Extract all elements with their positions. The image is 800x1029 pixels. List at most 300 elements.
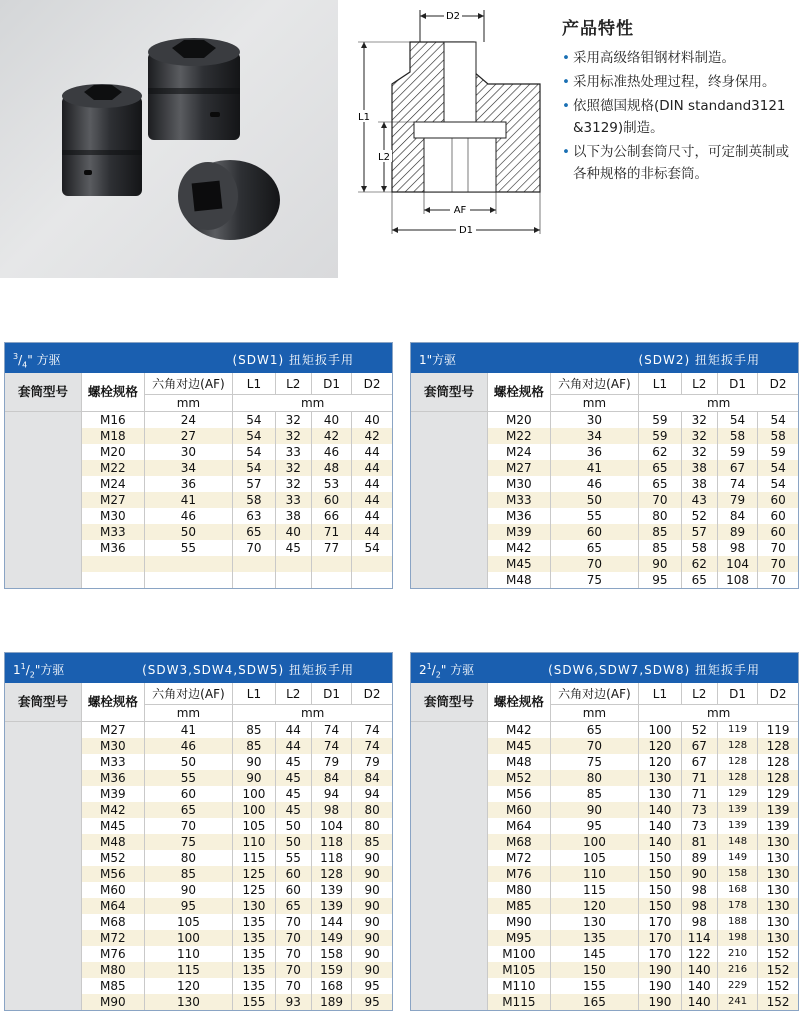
cell: 70 (550, 738, 639, 754)
cell: M64 (488, 818, 550, 834)
cell: 93 (275, 994, 311, 1010)
cell: 24 (144, 412, 233, 429)
cell: 44 (352, 492, 392, 508)
cell-model (5, 722, 82, 739)
cell: 90 (352, 962, 392, 978)
unit-af: mm (550, 705, 639, 722)
table-row (5, 994, 392, 1010)
cell: 155 (550, 978, 639, 994)
cell: M45 (488, 738, 550, 754)
cell: 44 (352, 524, 392, 540)
cell: 54 (233, 428, 275, 444)
cell: 45 (275, 802, 311, 818)
cell-model (5, 866, 82, 882)
col-bolt: 螺栓规格 (488, 373, 550, 412)
cell-model (5, 786, 82, 802)
product-photo (0, 0, 338, 278)
table-row (411, 994, 798, 1010)
cell: 44 (352, 460, 392, 476)
drive-size-label (419, 351, 456, 368)
cell: 70 (275, 946, 311, 962)
cell: 60 (758, 524, 798, 540)
cell: M30 (82, 508, 144, 524)
cell: 43 (681, 492, 717, 508)
table-row (5, 444, 392, 460)
cell: 84 (352, 770, 392, 786)
table-row (411, 802, 798, 818)
cell: 149 (717, 850, 757, 866)
table-row (5, 556, 392, 572)
cell: 98 (717, 540, 757, 556)
col-l2: L2 (681, 683, 717, 705)
cell: 104 (717, 556, 757, 572)
cell: 140 (681, 994, 717, 1010)
cell: 130 (233, 898, 275, 914)
cell: 32 (275, 412, 311, 429)
cell: M20 (82, 444, 144, 460)
cell (82, 556, 144, 572)
cell: 85 (144, 866, 233, 882)
cell: 115 (144, 962, 233, 978)
cell: 152 (758, 962, 798, 978)
cell: 122 (681, 946, 717, 962)
cell-model (5, 962, 82, 978)
cell: 41 (144, 722, 233, 739)
feature-item: • 采用高级络钼钢材料制造。 (562, 47, 798, 69)
drive-whole: 1 (13, 663, 21, 677)
cell: 46 (144, 738, 233, 754)
spec-table (410, 652, 799, 1011)
col-d1: D1 (717, 373, 757, 395)
cell-model (5, 946, 82, 962)
cell: 128 (717, 770, 757, 786)
table-row (411, 476, 798, 492)
table-header-bar (5, 653, 392, 683)
header-row (411, 373, 798, 395)
cell: 170 (639, 914, 681, 930)
cell-model (411, 738, 488, 754)
col-l2: L2 (681, 373, 717, 395)
cell: 46 (311, 444, 351, 460)
table-row (5, 930, 392, 946)
cell-model (411, 930, 488, 946)
cell: 75 (144, 834, 233, 850)
cell: 90 (352, 882, 392, 898)
col-d1: D1 (311, 683, 351, 705)
cell: 125 (233, 866, 275, 882)
cell: 59 (639, 428, 681, 444)
cell-model (411, 786, 488, 802)
cell: 44 (352, 444, 392, 460)
table-row (5, 866, 392, 882)
spec-table (4, 342, 393, 589)
cell-model (5, 428, 82, 444)
cell (352, 556, 392, 572)
cell: 130 (639, 786, 681, 802)
table-row (411, 866, 798, 882)
unit-af: mm (144, 705, 233, 722)
col-model: 套筒型号 (5, 683, 82, 722)
cell: 90 (233, 770, 275, 786)
col-l2: L2 (275, 683, 311, 705)
cell: 70 (550, 556, 639, 572)
cell (275, 572, 311, 588)
cell: 41 (144, 492, 233, 508)
cell: M80 (488, 882, 550, 898)
cell: 70 (275, 978, 311, 994)
feature-item: • 采用标准热处理过程，终身保用。 (562, 71, 798, 93)
table-row (5, 524, 392, 540)
cell: 38 (681, 476, 717, 492)
cell: 77 (311, 540, 351, 556)
cell: 70 (639, 492, 681, 508)
cell: 140 (681, 962, 717, 978)
cell: 65 (275, 898, 311, 914)
cell: M56 (488, 786, 550, 802)
cell-model (411, 722, 488, 739)
cell: M76 (488, 866, 550, 882)
cell-model (411, 476, 488, 492)
cell: M100 (488, 946, 550, 962)
cell: 66 (311, 508, 351, 524)
cell: 45 (275, 786, 311, 802)
cell: 135 (233, 930, 275, 946)
cell: M52 (488, 770, 550, 786)
cell: 70 (275, 930, 311, 946)
cell-model (411, 444, 488, 460)
cell: 30 (144, 444, 233, 460)
cell: 65 (550, 540, 639, 556)
drive-size-label: $^3/_4$" 方驱 (13, 352, 61, 370)
table-row (411, 818, 798, 834)
cell: 115 (550, 882, 639, 898)
cell: 120 (550, 898, 639, 914)
cell-model (411, 412, 488, 429)
unit-dims: mm (639, 705, 798, 722)
table-header-bar (5, 343, 392, 373)
cell-model (5, 476, 82, 492)
unit-dims: mm (639, 395, 798, 412)
cell: M72 (488, 850, 550, 866)
cell: 100 (233, 802, 275, 818)
cell: 65 (681, 572, 717, 588)
cell: 128 (717, 738, 757, 754)
col-af: 六角对边(AF) (144, 373, 233, 395)
cell: M18 (82, 428, 144, 444)
cell: 85 (550, 786, 639, 802)
cell: 129 (717, 786, 757, 802)
cell: 128 (758, 770, 798, 786)
cell: 98 (311, 802, 351, 818)
cell: 155 (233, 994, 275, 1010)
col-model: 套筒型号 (411, 373, 488, 412)
cell: 149 (311, 930, 351, 946)
unit-af: mm (144, 395, 233, 412)
cell: 90 (681, 866, 717, 882)
cell: 74 (311, 722, 351, 739)
table-header-bar (411, 343, 798, 373)
cell-model (5, 770, 82, 786)
cell: 42 (352, 428, 392, 444)
cell-model (5, 978, 82, 994)
cell: 190 (639, 962, 681, 978)
cell: 85 (352, 834, 392, 850)
cell: 100 (550, 834, 639, 850)
cell: 130 (758, 882, 798, 898)
table-row (5, 508, 392, 524)
cell: 108 (717, 572, 757, 588)
cell: M27 (82, 722, 144, 739)
cell: M110 (488, 978, 550, 994)
unit-dims: mm (233, 705, 392, 722)
cell: 38 (275, 508, 311, 524)
cell: 89 (681, 850, 717, 866)
cell: 135 (233, 978, 275, 994)
cell: M85 (82, 978, 144, 994)
cell: 36 (550, 444, 639, 460)
cell: M42 (488, 540, 550, 556)
cell: 45 (275, 770, 311, 786)
cell-model (411, 866, 488, 882)
cell: 80 (639, 508, 681, 524)
cell: 95 (352, 978, 392, 994)
cell: 85 (639, 540, 681, 556)
cell (233, 556, 275, 572)
cell: 130 (758, 898, 798, 914)
cell: 150 (639, 850, 681, 866)
cell-model (5, 914, 82, 930)
cell: 42 (311, 428, 351, 444)
cell: 74 (352, 738, 392, 754)
cell: 55 (144, 540, 233, 556)
cell: 80 (550, 770, 639, 786)
cell (311, 572, 351, 588)
cell: 98 (681, 914, 717, 930)
cell: M30 (488, 476, 550, 492)
cell: 128 (717, 754, 757, 770)
cell: 90 (352, 930, 392, 946)
cell: 33 (275, 492, 311, 508)
cell: 55 (144, 770, 233, 786)
table-row (411, 978, 798, 994)
col-bolt: 螺栓规格 (82, 373, 144, 412)
table-row (5, 754, 392, 770)
cell: M60 (488, 802, 550, 818)
cell: M33 (82, 754, 144, 770)
table-row (5, 428, 392, 444)
table-row (411, 754, 798, 770)
cell (275, 556, 311, 572)
cell: 90 (352, 946, 392, 962)
cell: 50 (275, 818, 311, 834)
cell: 74 (311, 738, 351, 754)
cell: 81 (681, 834, 717, 850)
cell-model (5, 460, 82, 476)
cell-model (411, 492, 488, 508)
table-row (5, 834, 392, 850)
cell: 159 (311, 962, 351, 978)
cell: 60 (311, 492, 351, 508)
cell: 63 (233, 508, 275, 524)
cell: 110 (233, 834, 275, 850)
cell: 210 (717, 946, 757, 962)
cell: M24 (488, 444, 550, 460)
col-d1: D1 (717, 683, 757, 705)
cell: 94 (311, 786, 351, 802)
cell: M36 (82, 540, 144, 556)
table-row (411, 492, 798, 508)
cell: 90 (352, 898, 392, 914)
header-row (5, 683, 392, 705)
cell: 139 (758, 818, 798, 834)
col-bolt: 螺栓规格 (488, 683, 550, 722)
cell: 150 (639, 866, 681, 882)
table-row (411, 898, 798, 914)
cell: 34 (550, 428, 639, 444)
cell: 30 (550, 412, 639, 429)
cell: 71 (311, 524, 351, 540)
cell: 118 (311, 850, 351, 866)
cell: 110 (144, 946, 233, 962)
cell-model (5, 540, 82, 556)
table-row (411, 572, 798, 588)
table-row (5, 850, 392, 866)
cell (311, 556, 351, 572)
cell: 79 (311, 754, 351, 770)
cell: 85 (233, 722, 275, 739)
cell: 60 (275, 866, 311, 882)
cell: 65 (550, 722, 639, 739)
col-model: 套筒型号 (5, 373, 82, 412)
cell: M24 (82, 476, 144, 492)
cell: 135 (233, 946, 275, 962)
cell-model (5, 882, 82, 898)
drive-size-label: $1^1/_2$"方驱 (13, 662, 65, 680)
cell: 130 (758, 914, 798, 930)
cell: 44 (352, 508, 392, 524)
table-row (5, 946, 392, 962)
cell: 84 (311, 770, 351, 786)
cell: 80 (352, 818, 392, 834)
table-row (411, 722, 798, 739)
table-row (5, 722, 392, 739)
cell: 60 (275, 882, 311, 898)
label-l2: L2 (378, 152, 390, 163)
cell: 128 (758, 738, 798, 754)
cell: 54 (758, 476, 798, 492)
cell: 229 (717, 978, 757, 994)
cell: M22 (488, 428, 550, 444)
cell: 241 (717, 994, 757, 1010)
impact-sockets-image (0, 0, 338, 278)
cell: 105 (550, 850, 639, 866)
cell-model (411, 882, 488, 898)
cell (82, 572, 144, 588)
cell-model (411, 508, 488, 524)
cell: 105 (233, 818, 275, 834)
cell-model (411, 962, 488, 978)
cell: 65 (144, 802, 233, 818)
table-row (5, 572, 392, 588)
cell: 50 (275, 834, 311, 850)
cell-model (411, 898, 488, 914)
cell: 152 (758, 994, 798, 1010)
spec-data-table (411, 683, 798, 1010)
spec-data-table (5, 683, 392, 1010)
cell: 71 (681, 786, 717, 802)
cell: M20 (488, 412, 550, 429)
col-model: 套筒型号 (411, 683, 488, 722)
cell: 74 (352, 722, 392, 739)
cell-model (5, 754, 82, 770)
cell: 114 (681, 930, 717, 946)
cell: 178 (717, 898, 757, 914)
cell: 58 (233, 492, 275, 508)
cell: 67 (717, 460, 757, 476)
cell: 140 (639, 818, 681, 834)
cell: M42 (488, 722, 550, 739)
table-row (411, 786, 798, 802)
cell: 139 (311, 882, 351, 898)
table-row (5, 460, 392, 476)
cell: M64 (82, 898, 144, 914)
cell: 119 (758, 722, 798, 739)
label-l1: L1 (358, 112, 370, 123)
table-row (411, 444, 798, 460)
cell: 48 (311, 460, 351, 476)
cell: 70 (758, 556, 798, 572)
col-l1: L1 (233, 683, 275, 705)
cell: M56 (82, 866, 144, 882)
cell: 100 (639, 722, 681, 739)
cell: 95 (144, 898, 233, 914)
cell: 40 (311, 412, 351, 429)
cell-model (411, 802, 488, 818)
cell: 100 (144, 930, 233, 946)
col-bolt: 螺栓规格 (82, 683, 144, 722)
cell-model (5, 508, 82, 524)
cell-model (5, 444, 82, 460)
cell: 129 (758, 786, 798, 802)
cell: 104 (311, 818, 351, 834)
cell: 170 (639, 946, 681, 962)
cell: 38 (681, 460, 717, 476)
cell: 58 (681, 540, 717, 556)
spec-data-table (411, 373, 798, 588)
cell: 32 (275, 428, 311, 444)
table-row (411, 738, 798, 754)
table-title: (SDW1) 扭矩扳手用 (232, 353, 354, 367)
cell: M36 (488, 508, 550, 524)
cell: 32 (681, 444, 717, 460)
cell: 40 (352, 412, 392, 429)
cell: M33 (82, 524, 144, 540)
cell: M52 (82, 850, 144, 866)
cell: 40 (275, 524, 311, 540)
cell: 135 (233, 914, 275, 930)
cell: 74 (717, 476, 757, 492)
features-list (562, 47, 798, 185)
cell: 70 (758, 540, 798, 556)
cell: M90 (82, 994, 144, 1010)
drive-suffix: " 方驱 (440, 663, 475, 677)
cell: 115 (233, 850, 275, 866)
cell: 120 (144, 978, 233, 994)
cell: 59 (758, 444, 798, 460)
drive-fraction-num: 1 (426, 662, 432, 671)
col-d2: D2 (758, 373, 798, 395)
cell: M95 (488, 930, 550, 946)
